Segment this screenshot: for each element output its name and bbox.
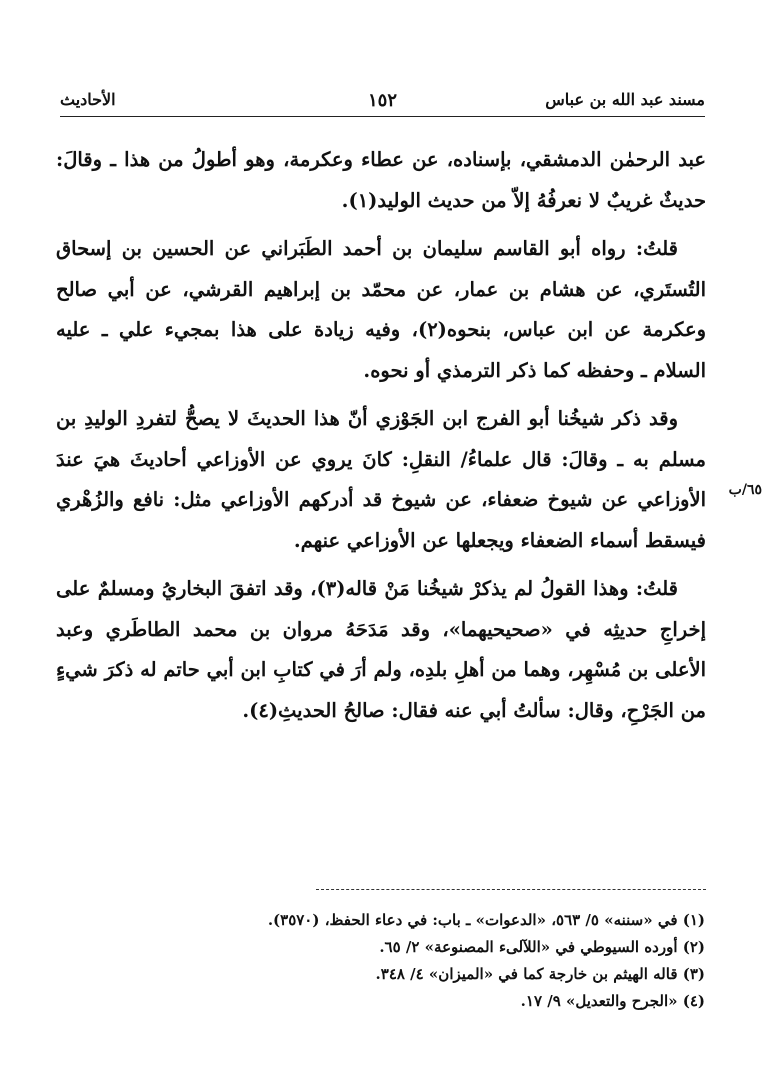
footnote-divider [316,889,706,890]
page-number: ١٥٢ [367,90,398,111]
paragraph-3: وقد ذكر شيخُنا أبو الفرج ابن الجَوْزي أنّ هذا الحديثَ لا يصحُّ لتفردِ الوليدِ بن مسلم به ـ وقالَ: قال علماءُ/ النقلِ: كانَ يروي عن الأوزاعي أحاديثَ هيَ عندَ الأوزاعي عن شيوخ ضعفاء، عن شيوخ قد أدركهم الأوزاعي مثل: نافع والزُهْري فيسقط أسماء الضعفاء ويجعلها عن الأوزاعي عنهم. [56,407,706,552]
footnote-3: (٣) قاله الهيثم بن خارجة كما في «الميزان» ٤/ ٣٤٨. [375,965,705,983]
footnote-4: (٤) «الجرح والتعديل» ٩/ ١٧. [520,992,705,1010]
footnote-1: (١) في «سننه» ٥/ ٥٦٣، «الدعوات» ـ باب: في دعاء الحفظ، (٣٥٧٠). [267,911,705,929]
footnote-2: (٢) أورده السيوطي في «اللآلىء المصنوعة» ٢/ ٦٥. [379,938,705,956]
page-header [60,86,705,114]
book-title: مسند عبد الله بن عباس [545,90,705,109]
section-title: الأحاديث [60,90,116,109]
manuscript-folio-note: ٦٥/ب [728,482,762,498]
body-text [56,140,706,739]
footnotes [120,907,705,1015]
header-divider [60,116,705,117]
paragraph-2: قلتُ: رواه أبو القاسم سليمان بن أحمد الطَبَراني عن الحسين بن إسحاق التُستَري، عن هشام بن عمار، عن محمّد بن إبراهيم القرشي، عن أبي صالح وعكرمة عن ابن عباس، بنحوه(٢)، وفيه زيادة على هذا بمجيء علي ـ عليه السلام ـ وحفظه كما ذكر الترمذي أو نحوه. [56,237,707,382]
paragraph-1: عبد الرحمٰن الدمشقي، بإسناده، عن عطاء وعكرمة، وهو أطولُ من هذا ـ وقالَ: حديثٌ غريبٌ لا نعرفُهُ إلاّ من حديث الوليد(١). [56,148,706,212]
paragraph-4: قلتُ: وهذا القولُ لم يذكرْ شيخُنا مَنْ قاله(٣)، وقد اتفقَ البخاريُ ومسلمٌ على إخراجِ حديثِه في «صحيحيهما»، وقد مَدَحَهُ مروان بن محمد الطاطَري وعبد الأعلى بن مُسْهِر، وهما من أهلِ بلدِه، ولم أرَ في كتابِ ابن أبي حاتم له ذكرَ شيءٍ من الجَرْحِ، وقال: سألتُ أبي عنه فقال: صالحُ الحديثِ(٤). [56,577,706,722]
